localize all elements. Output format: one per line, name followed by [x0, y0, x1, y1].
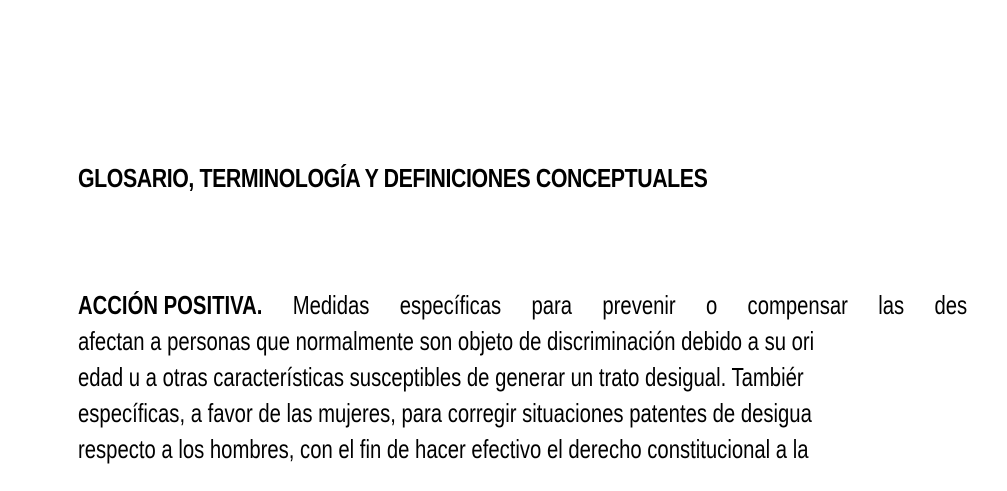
entry-word: para — [531, 290, 573, 320]
entry-word: las — [878, 290, 905, 320]
entry-line-4: específicas, a favor de las mujeres, para corregir situaciones patentes de desigua — [78, 398, 812, 428]
entry-word: específicas — [399, 290, 502, 320]
entry-word: o — [705, 290, 718, 320]
entry-word: des — [934, 290, 968, 320]
entry-term: ACCIÓN POSITIVA. — [78, 290, 263, 320]
entry-first-line — [78, 290, 967, 320]
entry-line-5: respecto a los hombres, con el fin de hacer efectivo el derecho constitucional a la — [78, 434, 809, 464]
entry-word: compensar — [747, 290, 848, 320]
glossary-heading: GLOSARIO, TERMINOLOGÍA Y DEFINICIONES CONCEPTUALES — [78, 163, 708, 193]
entry-word: Medidas — [292, 290, 370, 320]
entry-line-3: edad u a otras características susceptibles de generar un trato desigual. Tambiér — [78, 362, 804, 392]
entry-word: prevenir — [602, 290, 676, 320]
entry-line-2: afectan a personas que normalmente son objeto de discriminación debido a su ori — [78, 326, 815, 356]
